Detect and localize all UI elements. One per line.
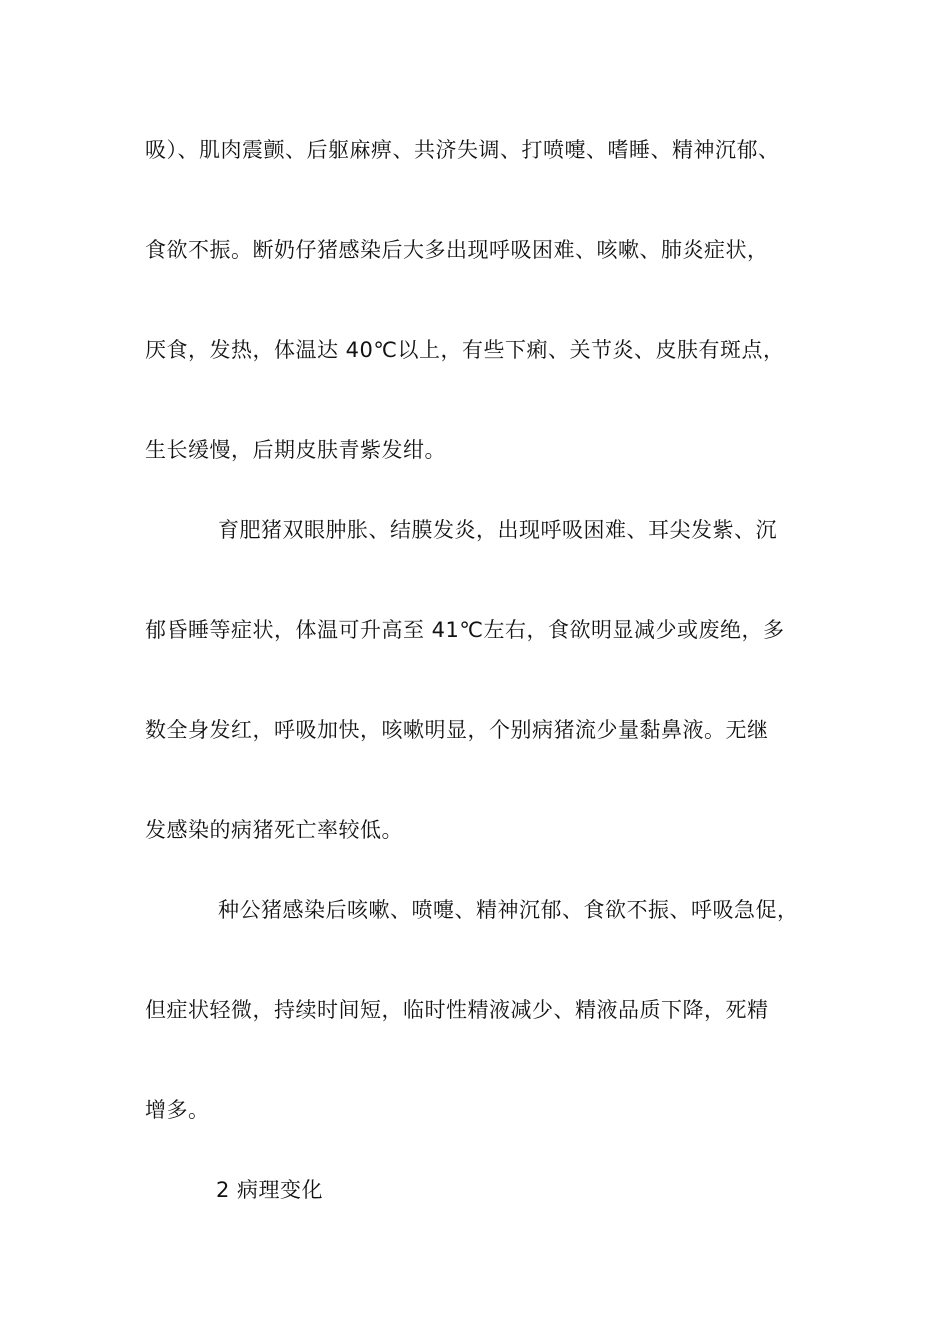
text-line: 厌食，发热，体温达 40℃以上，有些下痢、关节炎、皮肤有斑点， <box>145 338 785 362</box>
text-line: 数全身发红，呼吸加快，咳嗽明显，个别病猪流少量黏鼻液。无继 <box>145 718 769 742</box>
paragraph-first-line: 种公猪感染后咳嗽、喷嚏、精神沉郁、食欲不振、呼吸急促， <box>218 898 799 922</box>
text-line: 增多。 <box>145 1098 210 1122</box>
text-line: 但症状轻微，持续时间短，临时性精液减少、精液品质下降，死精 <box>145 998 769 1022</box>
text-line: 郁昏睡等症状，体温可升高至 41℃左右，食欲明显减少或废绝，多 <box>145 618 785 642</box>
text-line: 食欲不振。断奶仔猪感染后大多出现呼吸困难、咳嗽、肺炎症状， <box>145 238 769 262</box>
text-line: 生长缓慢，后期皮肤青紫发绀。 <box>145 438 446 462</box>
text-line: 吸）、肌肉震颤、后躯麻痹、共济失调、打喷嚏、嗜睡、精神沉郁、 <box>145 138 780 162</box>
text-line: 发感染的病猪死亡率较低。 <box>145 818 403 842</box>
section-heading: 2 病理变化 <box>216 1178 324 1202</box>
paragraph-first-line: 育肥猪双眼肿胀、结膜发炎，出现呼吸困难、耳尖发紫、沉 <box>218 518 777 542</box>
